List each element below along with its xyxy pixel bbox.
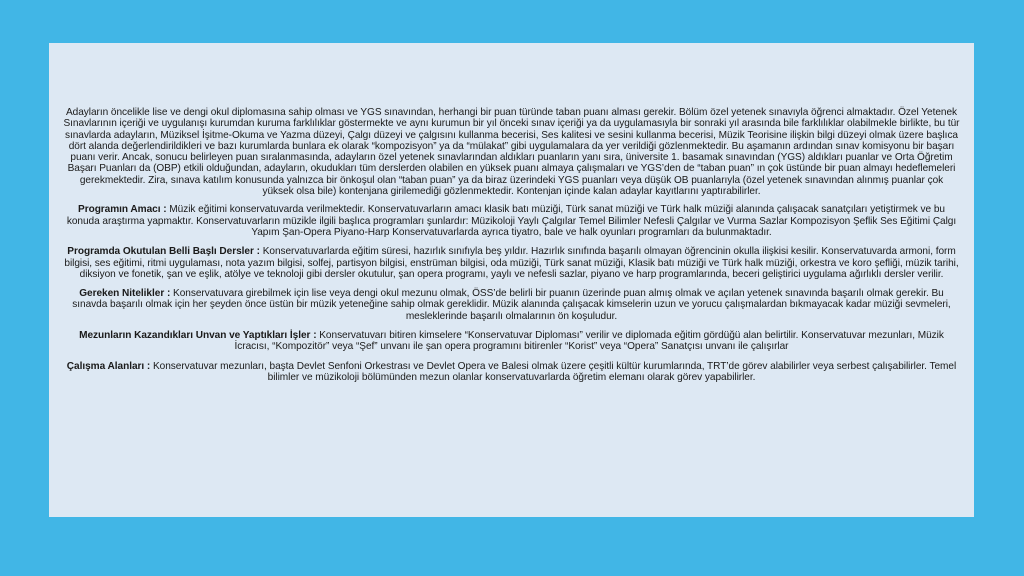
paragraph-titles-jobs-text: Konservatuvarı bitiren kimselere “Konservatuvar Diploması” verilir ve diplomada eğitim gördüğü alan belirtilir. Konservatuvar mezunları, Müzik İcracısı, “Kompozitör” veya “Şef” unvanı ile şan opera programını bitirenler “Korist” veya “Opera” Sanatçısı unvanı ile çalışırlar xyxy=(234,330,944,353)
paragraph-requirements xyxy=(63,288,960,322)
paragraph-work-areas-label: Çalışma Alanları : xyxy=(66,360,151,372)
paragraph-work-areas-text: Konservatuvar mezunları, başta Devlet Senfoni Orkestrası ve Devlet Opera ve Balesi olmak üzere çeşitli kültür kurumlarında, TRT’de görev alabilirler veya serbest çalışabilirler. Temel bilimler ve müzikoloji bölümünden mezun olanlar konservatuvarlarda öğretim elemanı olarak görev yapabilirler. xyxy=(150,360,957,383)
slide-panel xyxy=(49,43,974,517)
paragraph-intro-text: Adayların öncelikle lise ve dengi okul diplomasına sahip olması ve YGS sınavından, herhangi bir puan türünde taban puanı alması gerekir. Bölüm özel yetenek sınavıyla öğrenci almaktadır. Özel Yetenek Sınavlarının içeriği ve uygulanışı kurumdan kuruma farklılıklar göstermekte ve aynı kurumun bir yıl önceki sınav içeriği ya da uygulamasıyla bir sonraki yıl arasında bile farklılıklar olabilmekle birlikte, bu tür sınavlarda adayların, Müziksel İşitme-Okuma ve Yazma düzeyi, Çalgı düzeyi ve çalgısını kullanma becerisi, Ses kalitesi ve sesini kullanma becerisi, Müzik Teorisine ilişkin bilgi düzeyi olmak üzere başlıca dört alanda değerlendirildikleri ve bazı kurumlarda bunlara ek olarak “kompozisyon” ya da “mülakat” gibi uygulamalara da yer verildiği gözlenmektedir. Bu aşamanın ardından sınav komisyonu bir başarı puanı verir. Ancak, sonucu belirleyen puan sıralanmasında, adayların özel yetenek sınavlarından aldıkları puanların yanı sıra, üniversite 1. basamak sınavından (YGS) aldıkları puanlar ve Orta Öğretim Başarı Puanları da (OBP) etkili olduğundan, adayların, okudukları tüm derslerden olabilen en yüksek puanı almaya çalışmaları ve YGS’den de “taban puan” ın çok üstünde bir puan almayı hedeflemeleri gerekmektedir. Zira, sınava katılım konusunda yalnızca bir önkoşul olan “taban puan” ya da biraz üzerindeki YGS puanları veya düşük OB puanlarıyla (özel yetenek sınavından alınmış puanlar çok yüksek olsa bile) kontenjana girilemediği gözlenmektedir. Kontenjan içinde kalan adaylar kayıtlarını yaptırabilirler. xyxy=(63,107,960,198)
paragraph-requirements-text: Konservatuvara girebilmek için lise veya dengi okul mezunu olmak, ÖSS’de belirli bir puanın üzerinde puan almış olmak ve açılan yetenek sınavında başarılı olmak gerekir. Bu sınavda başarılı olmak için her şeyden önce üstün bir müzik yeteneğine sahip olmak gereklidir. Müzik alanında çalışacak kimselerin uzun ve yorucu çalışmalardan bıkmayacak kadar müziği sevmeleri, mesleklerinde başarılı olmalarının ön koşuludur. xyxy=(72,288,951,322)
paragraph-courses-text: Konservatuvarlarda eğitim süresi, hazırlık sınıfıyla beş yıldır. Hazırlık sınıfında başarılı olmayan öğrencinin okulla ilişkisi kesilir. Konservatuvarda armoni, form bilgisi, ses eğitimi, ritmi uygulaması, nota yazım bilgisi, solfej, partisyon bilgisi, enstrüman bilgisi, oda müziği, Türk sanat müziği, Klasik batı müziği ve Türk halk müziği, orkestra ve koro şefliği, müzik tarihi, diksiyon ve fonetik, şan ve eşlik, atölye ve teknoloji gibi dersler okutulur, şan opera programı, yaylı ve nefesli sazlar, piyano ve harp programlarında, beceri geliştirici uygulama ağırlıklı dersler verilir. xyxy=(64,246,959,280)
paragraph-intro xyxy=(63,107,960,197)
paragraph-courses xyxy=(63,246,960,280)
paragraph-courses-label: Programda Okutulan Belli Başlı Dersler : xyxy=(67,246,260,258)
paragraph-program-aim-label: Programın Amacı : xyxy=(78,204,167,216)
paragraph-requirements-label: Gereken Nitelikler : xyxy=(79,288,171,300)
slide-text-body xyxy=(63,107,960,391)
paragraph-program-aim-text: Müzik eğitimi konservatuvarda verilmektedir. Konservatuvarların amacı klasik batı müziği, Türk sanat müziği ve Türk halk müziği alanında çalışacak sanatçıları yetiştirmek ve bu konuda araştırma yapmaktır. Konservatuvarların müzikle ilgili başlıca programları şunlardır: Müzikoloji Yaylı Çalgılar Temel Bilimler Nefesli Çalgılar ve Vurma Sazlar Kompozisyon Şeflik Ses Eğitimi Çalgı Yapım Şan-Opera Piyano-Harp Konservatuvarlarda ayrıca tiyatro, bale ve halk oyunları programları da bulunmaktadır. xyxy=(66,204,957,238)
paragraph-work-areas xyxy=(63,361,960,384)
paragraph-titles-jobs-label: Mezunların Kazandıkları Unvan ve Yaptıkları İşler : xyxy=(79,330,317,342)
paragraph-titles-jobs xyxy=(63,330,960,353)
paragraph-program-aim xyxy=(63,204,960,238)
